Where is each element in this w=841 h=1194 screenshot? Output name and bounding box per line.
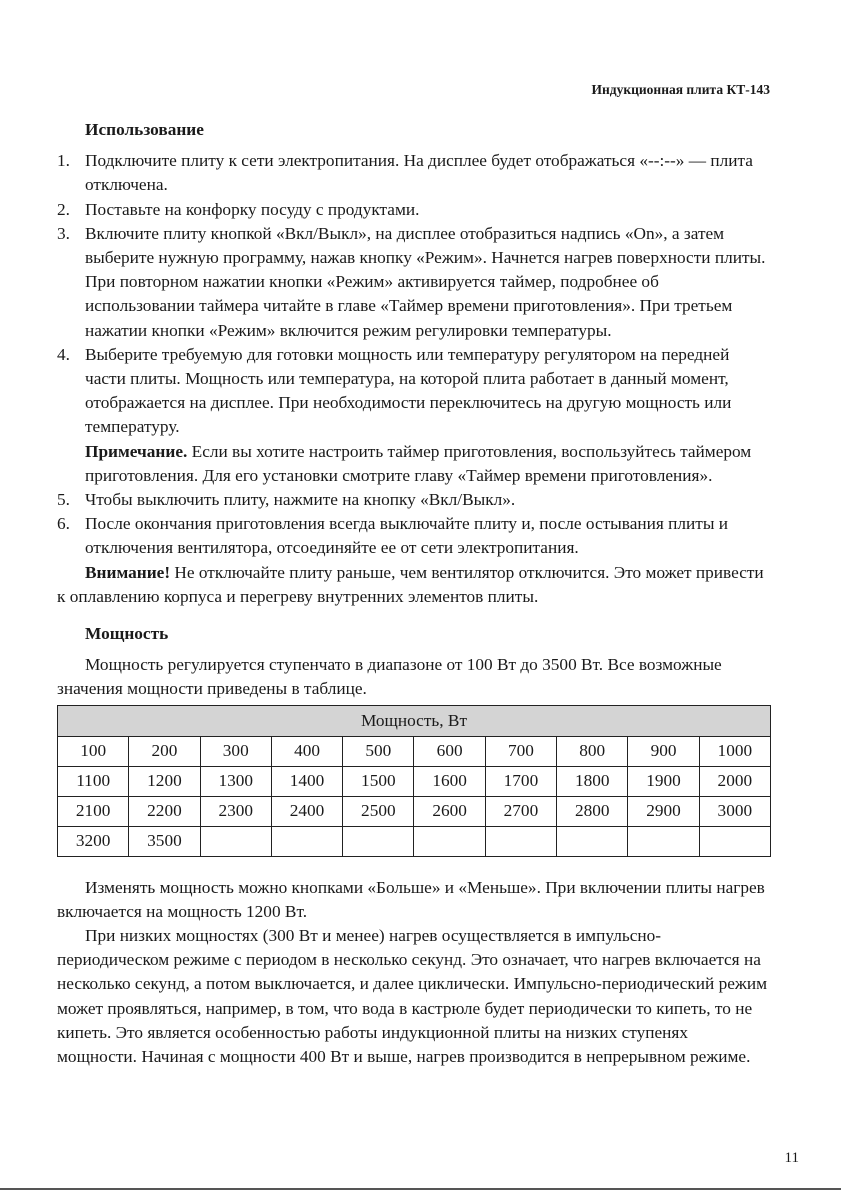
table-cell: 500 xyxy=(343,736,414,766)
table-row xyxy=(58,766,771,796)
list-item xyxy=(57,222,771,343)
list-item-text: Подключите плиту к сети электропитания. На дисплее будет отображаться «--:--» — плита отключена. xyxy=(85,151,753,195)
running-header: Индукционная плита КТ-143 xyxy=(591,82,770,97)
bottom-rule xyxy=(0,1188,841,1190)
table-cell: 3500 xyxy=(129,826,200,856)
warning-paragraph xyxy=(57,561,771,609)
list-item-number: 6. xyxy=(57,514,70,534)
table-cell: 2900 xyxy=(628,796,699,826)
table-cell: 2100 xyxy=(58,796,129,826)
power-table xyxy=(57,705,771,857)
table-cell: 300 xyxy=(200,736,271,766)
table-cell: 2800 xyxy=(557,796,628,826)
table-cell: 1100 xyxy=(58,766,129,796)
table-cell xyxy=(414,826,485,856)
table-cell: 1000 xyxy=(699,736,770,766)
warning-label: Внимание! xyxy=(85,562,171,582)
table-cell: 3000 xyxy=(699,796,770,826)
note-text: Если вы хотите настроить таймер приготовления, воспользуйтесь таймером приготовления. Для его установки смотрите главу «Таймер времени приготовления». xyxy=(85,441,752,485)
list-item-number: 1. xyxy=(57,151,70,171)
table-cell: 2000 xyxy=(699,766,770,796)
list-item-number: 4. xyxy=(57,344,70,364)
list-item-text: Чтобы выключить плиту, нажмите на кнопку «Вкл/Выкл». xyxy=(85,490,516,510)
table-cell xyxy=(628,826,699,856)
note-label: Примечание. xyxy=(85,441,188,461)
list-item-number: 3. xyxy=(57,223,70,243)
section-gap xyxy=(57,609,771,622)
table-cell: 2400 xyxy=(271,796,342,826)
table-cell xyxy=(699,826,770,856)
table-cell: 800 xyxy=(557,736,628,766)
power-intro-paragraph: Мощность регулируется ступенчато в диапазоне от 100 Вт до 3500 Вт. Все возможные значения мощности приведены в таблице. xyxy=(57,655,722,699)
table-header: Мощность, Вт xyxy=(58,705,771,736)
page-number: 11 xyxy=(784,1150,799,1166)
table-cell xyxy=(485,826,556,856)
table-cell: 1400 xyxy=(271,766,342,796)
table-cell: 2200 xyxy=(129,796,200,826)
warning-text: Не отключайте плиту раньше, чем вентилятор отключится. Это может привести к оплавлению корпуса и перегреву внутренних элементов плиты. xyxy=(57,562,764,606)
list-item xyxy=(57,343,771,488)
table-cell: 1200 xyxy=(129,766,200,796)
table-cell: 3200 xyxy=(58,826,129,856)
list-item-number: 2. xyxy=(57,199,70,219)
list-item xyxy=(57,488,771,512)
note-paragraph xyxy=(85,440,771,488)
table-cell: 2600 xyxy=(414,796,485,826)
list-item xyxy=(57,198,771,222)
table-cell: 1300 xyxy=(200,766,271,796)
usage-steps-list xyxy=(57,149,771,560)
table-cell xyxy=(200,826,271,856)
table-header-row xyxy=(58,705,771,736)
list-item-text: После окончания приготовления всегда выключайте плиту и, после остывания плиты и отключения вентилятора, отсоединяйте ее от сети электропитания. xyxy=(85,514,729,558)
list-item xyxy=(57,512,771,560)
table-cell: 2500 xyxy=(343,796,414,826)
table-cell: 400 xyxy=(271,736,342,766)
list-item-extra-text: При повторном нажатии кнопки «Режим» активируется таймер, подробнее об использовании таймера читайте в главе «Таймер времени приготовления». При третьем нажатии кнопки «Режим» включится режим регулировки температуры. xyxy=(85,272,733,340)
section-heading-power: Мощность xyxy=(85,624,169,644)
table-cell: 1500 xyxy=(343,766,414,796)
section-heading-usage: Использование xyxy=(85,120,204,139)
list-item-text: Включите плиту кнопкой «Вкл/Выкл», на дисплее отобразиться надпись «On», а затем выберите нужную программу, нажав кнопку «Режим». Начнется нагрев поверхности плиты. xyxy=(85,223,766,268)
list-item-text: Выберите требуемую для готовки мощность или температуру регулятором на передней части плиты. Мощность или температура, на которой плита работает в данный момент, отображается на дисплее. При необходимости переключитесь на другую мощность или температуру. xyxy=(85,344,732,437)
list-item-number: 5. xyxy=(57,490,70,510)
table-row xyxy=(58,826,771,856)
pulse-mode-paragraph: При низких мощностях (300 Вт и менее) нагрев осуществляется в импульсно-периодическом режиме с периодом в несколько секунд. Это означает, что нагрев включается на несколько секунд, а потом выключается, и далее циклически. Импульсно-периодический режим может проявляться, например, в том, что вода в кастрюле будет периодически то кипеть, то не кипеть. Это является особенностью работы индукционной плиты на низких ступенях мощности. Начиная с мощности 400 Вт и выше, нагрев производится в непрерывном режиме. xyxy=(57,926,768,1067)
page-content xyxy=(57,118,771,1069)
table-cell: 2700 xyxy=(485,796,556,826)
table-cell xyxy=(343,826,414,856)
table-cell: 700 xyxy=(485,736,556,766)
table-cell: 1600 xyxy=(414,766,485,796)
table-row xyxy=(58,736,771,766)
table-cell: 900 xyxy=(628,736,699,766)
table-cell: 200 xyxy=(129,736,200,766)
power-change-paragraph: Изменять мощность можно кнопками «Больше» и «Меньше». При включении плиты нагрев включается на мощность 1200 Вт. xyxy=(57,877,765,921)
list-item xyxy=(57,149,771,197)
table-cell: 1800 xyxy=(557,766,628,796)
table-cell: 2300 xyxy=(200,796,271,826)
table-cell: 1900 xyxy=(628,766,699,796)
table-cell: 600 xyxy=(414,736,485,766)
table-cell: 100 xyxy=(58,736,129,766)
table-cell: 1700 xyxy=(485,766,556,796)
table-row xyxy=(58,796,771,826)
list-item-text: Поставьте на конфорку посуду с продуктами. xyxy=(85,199,420,219)
table-cell xyxy=(557,826,628,856)
table-cell xyxy=(271,826,342,856)
